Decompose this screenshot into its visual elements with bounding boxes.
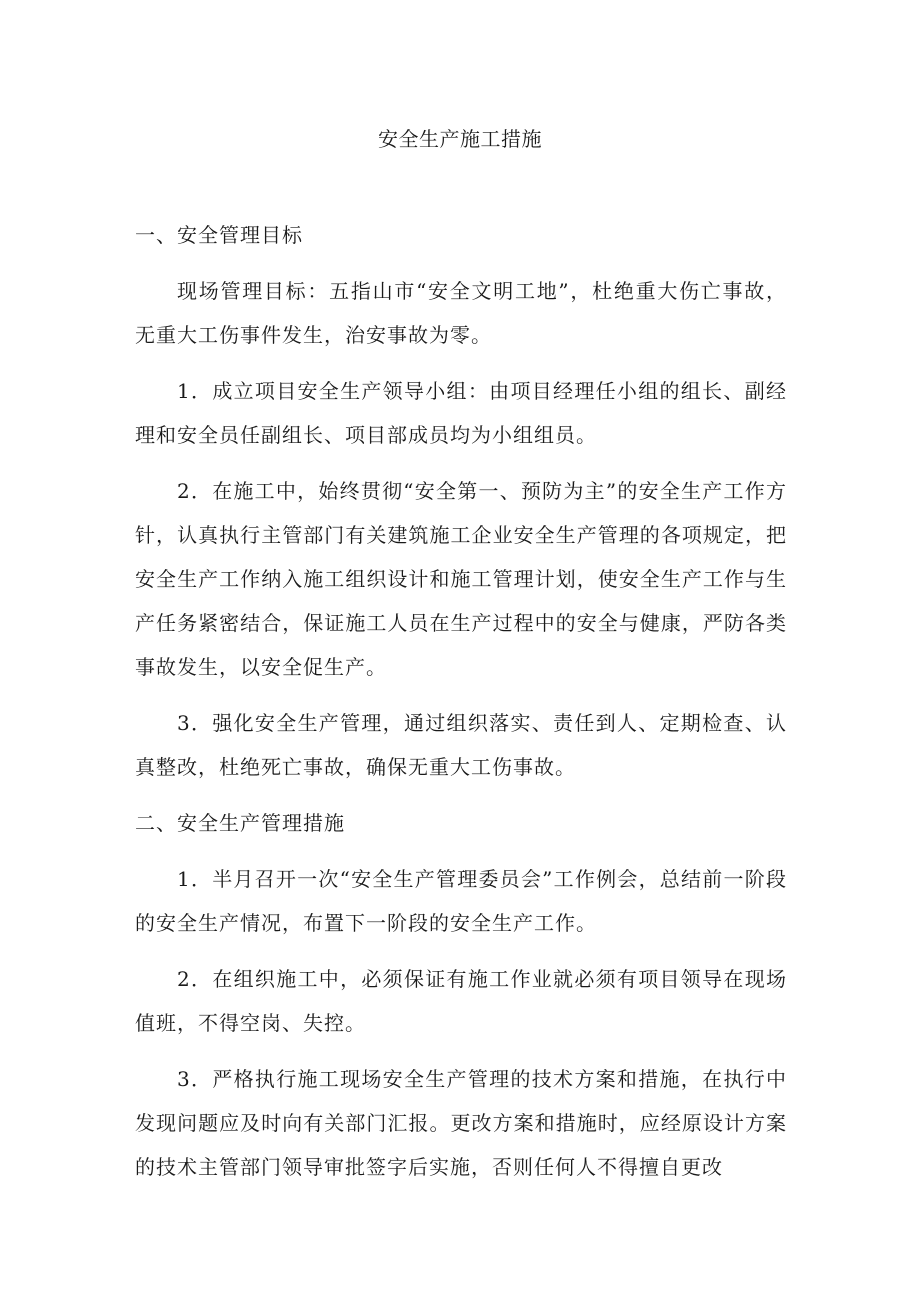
paragraph: 3．严格执行施工现场安全生产管理的技术方案和措施，在执行中发现问题应及时向有关部门汇报。更改方案和措施时，应经原设计方案的技术主管部门领导审批签字后实施，否则任何人不得擅自更改 — [135, 1067, 787, 1179]
paragraph: 3．强化安全生产管理，通过组织落实、责任到人、定期检查、认真整改，杜绝死亡事故，确保无重大工伤事故。 — [135, 711, 787, 779]
section-heading: 一、安全管理目标 — [135, 223, 303, 247]
paragraph: 现场管理目标：五指山市“安全文明工地”，杜绝重大伤亡事故，无重大工伤事件发生，治安事故为零。 — [135, 279, 787, 347]
document-title: 安全生产施工措施 — [378, 127, 542, 151]
paragraph: 2．在组织施工中，必须保证有施工作业就必须有项目领导在现场值班，不得空岗、失控。 — [135, 967, 787, 1035]
document-body — [135, 213, 787, 1201]
section-safety-goals — [135, 213, 787, 789]
section-safety-measures — [135, 801, 787, 1189]
section-heading: 二、安全生产管理措施 — [135, 811, 345, 835]
paragraph: 2．在施工中，始终贯彻“安全第一、预防为主”的安全生产工作方针，认真执行主管部门有关建筑施工企业安全生产管理的各项规定，把安全生产工作纳入施工组织设计和施工管理计划，使安全生产工作与生产任务紧密结合，保证施工人员在生产过程中的安全与健康，严防各类事故发生，以安全促生产。 — [135, 479, 787, 679]
paragraph: 1．成立项目安全生产领导小组：由项目经理任小组的组长、副经理和安全员任副组长、项目部成员均为小组组员。 — [135, 379, 787, 447]
paragraph: 1．半月召开一次“安全生产管理委员会”工作例会，总结前一阶段的安全生产情况，布置下一阶段的安全生产工作。 — [135, 867, 787, 935]
